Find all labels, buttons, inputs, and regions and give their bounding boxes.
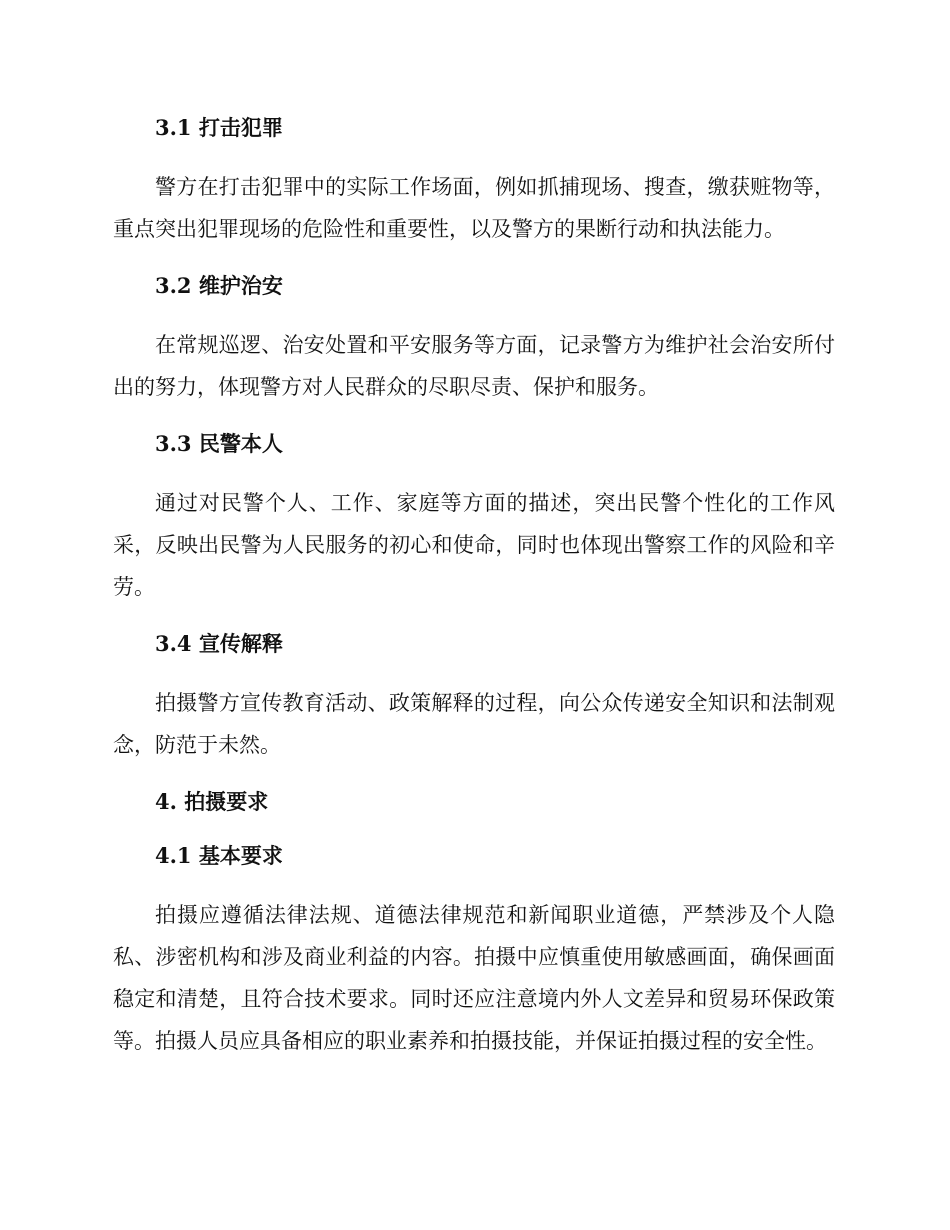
section-heading-3-3: 3.3 民警本人	[155, 431, 283, 456]
section-heading-4-1: 4.1 基本要求	[155, 843, 283, 868]
section-paragraph-3-3: 通过对民警个人、工作、家庭等方面的描述，突出民警个性化的工作风采，反映出民警为人民服务的初心和使命，同时也体现出警察工作的风险和辛劳。	[113, 491, 835, 599]
document-body	[113, 112, 835, 1062]
section-heading-3-2: 3.2 维护治安	[155, 273, 283, 298]
section-paragraph-3-4: 拍摄警方宣传教育活动、政策解释的过程，向公众传递安全知识和法制观念，防范于未然。	[113, 691, 835, 757]
section-heading-4: 4. 拍摄要求	[155, 789, 269, 814]
section-paragraph-3-2: 在常规巡逻、治安处置和平安服务等方面，记录警方为维护社会治安所付出的努力，体现警方对人民群众的尽职尽责、保护和服务。	[113, 333, 835, 399]
section-heading-3-1: 3.1 打击犯罪	[155, 115, 283, 140]
section-heading-3-4: 3.4 宣传解释	[155, 631, 283, 656]
section-paragraph-4-1: 拍摄应遵循法律法规、道德法律规范和新闻职业道德，严禁涉及个人隐私、涉密机构和涉及商业利益的内容。拍摄中应慎重使用敏感画面，确保画面稳定和清楚，且符合技术要求。同时还应注意境内外人文差异和贸易环保政策等。拍摄人员应具备相应的职业素养和拍摄技能，并保证拍摄过程的安全性。	[113, 903, 835, 1053]
section-paragraph-3-1: 警方在打击犯罪中的实际工作场面，例如抓捕现场、搜查，缴获赃物等，重点突出犯罪现场的危险性和重要性，以及警方的果断行动和执法能力。	[113, 175, 835, 241]
